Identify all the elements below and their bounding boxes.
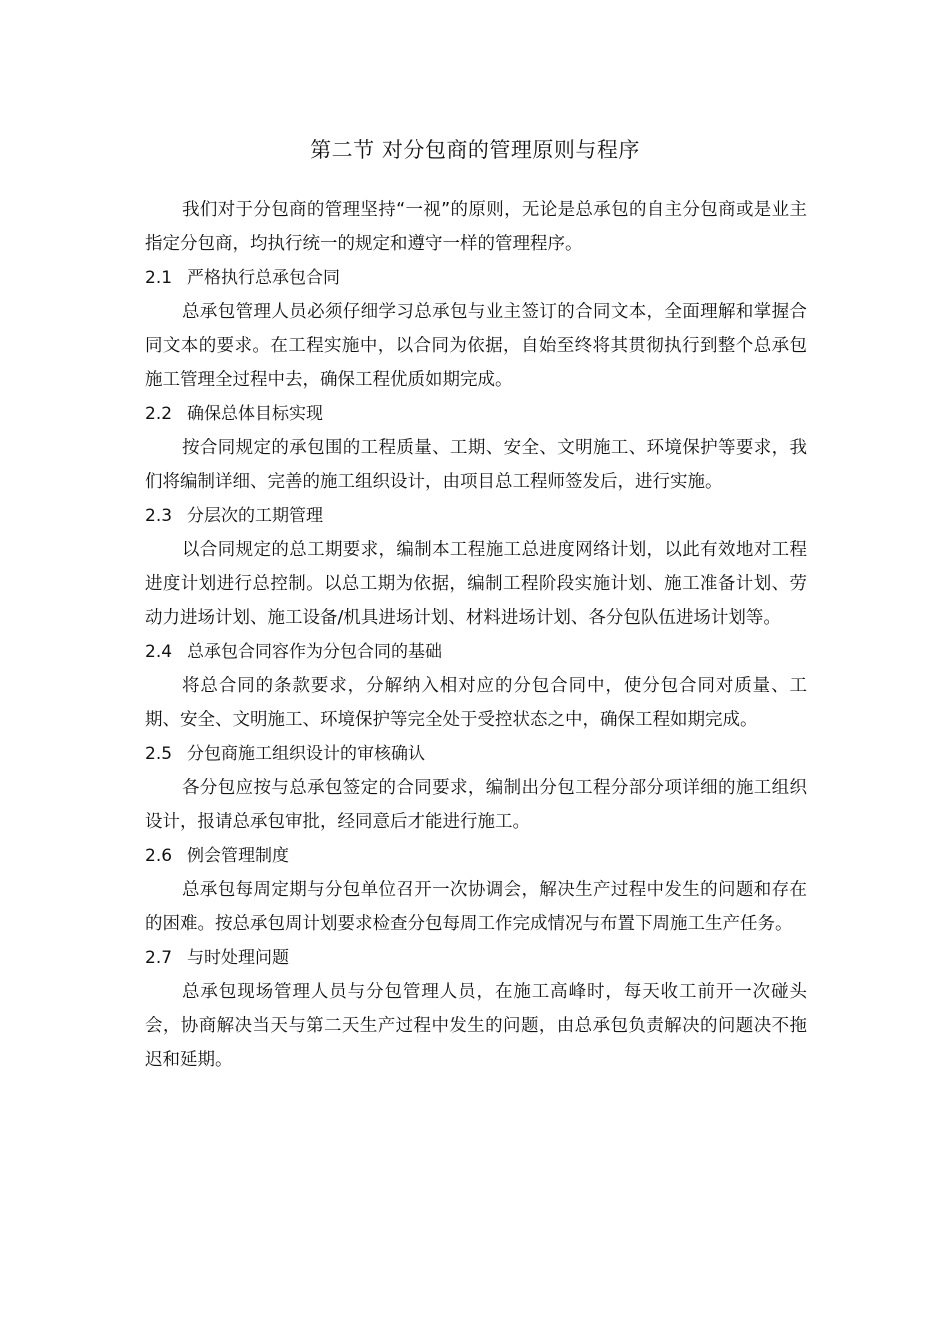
subsection-heading-text: 分层次的工期管理 xyxy=(187,506,323,526)
subsection-heading-2-2 xyxy=(145,397,807,431)
subsection-number: 2.5 xyxy=(145,744,173,764)
subsection-heading-2-5 xyxy=(145,737,807,771)
subsection-paragraph-2-7: 总承包现场管理人员与分包管理人员，在施工高峰时，每天收工前开一次碰头会，协商解决当天与第二天生产过程中发生的问题，由总承包负责解决的问题决不拖迟和延期。 xyxy=(145,982,807,1070)
subsection-number: 2.2 xyxy=(145,404,173,424)
subsection-paragraph-2-6: 总承包每周定期与分包单位召开一次协调会，解决生产过程中发生的问题和存在的困难。按总承包周计划要求检查分包每周工作完成情况与布置下周施工生产任务。 xyxy=(145,880,807,934)
subsection-heading-text: 与时处理问题 xyxy=(187,948,289,968)
subsection-heading-2-4 xyxy=(145,635,807,669)
subsection-paragraph-2-3: 以合同规定的总工期要求，编制本工程施工总进度网络计划，以此有效地对工程进度计划进行总控制。以总工期为依据，编制工程阶段实施计划、施工准备计划、劳动力进场计划、施工设备/机具进场计划、材料进场计划、各分包队伍进场计划等。 xyxy=(145,540,807,628)
subsection-number: 2.7 xyxy=(145,948,173,968)
subsection-number: 2.6 xyxy=(145,846,173,866)
subsection-heading-text: 分包商施工组织设计的审核确认 xyxy=(187,744,425,764)
subsection-heading-text: 确保总体目标实现 xyxy=(187,404,323,424)
subsection-heading-text: 例会管理制度 xyxy=(187,846,289,866)
document-body xyxy=(145,193,807,1077)
subsection-heading-2-3 xyxy=(145,499,807,533)
intro-paragraph: 我们对于分包商的管理坚持“一视”的原则，无论是总承包的自主分包商或是业主指定分包商，均执行统一的规定和遵守一样的管理程序。 xyxy=(145,200,807,254)
subsection-paragraph-2-4: 将总合同的条款要求，分解纳入相对应的分包合同中，使分包合同对质量、工期、安全、文明施工、环境保护等完全处于受控状态之中，确保工程如期完成。 xyxy=(145,676,807,730)
subsection-number: 2.1 xyxy=(145,268,173,288)
subsection-paragraph-2-1: 总承包管理人员必须仔细学习总承包与业主签订的合同文本，全面理解和掌握合同文本的要求。在工程实施中，以合同为依据，自始至终将其贯彻执行到整个总承包施工管理全过程中去，确保工程优质如期完成。 xyxy=(145,302,807,390)
subsection-heading-text: 总承包合同容作为分包合同的基础 xyxy=(187,642,442,662)
subsection-heading-2-7 xyxy=(145,941,807,975)
subsection-heading-text: 严格执行总承包合同 xyxy=(187,268,340,288)
subsection-paragraph-2-5: 各分包应按与总承包签定的合同要求，编制出分包工程分部分项详细的施工组织设计，报请总承包审批，经同意后才能进行施工。 xyxy=(145,778,807,832)
subsection-number: 2.4 xyxy=(145,642,173,662)
subsection-paragraph-2-2: 按合同规定的承包围的工程质量、工期、安全、文明施工、环境保护等要求，我们将编制详细、完善的施工组织设计，由项目总工程师签发后，进行实施。 xyxy=(145,438,807,492)
subsection-number: 2.3 xyxy=(145,506,173,526)
section-title: 第二节 对分包商的管理原则与程序 xyxy=(310,138,640,162)
subsection-heading-2-6 xyxy=(145,839,807,873)
subsection-heading-2-1 xyxy=(145,261,807,295)
